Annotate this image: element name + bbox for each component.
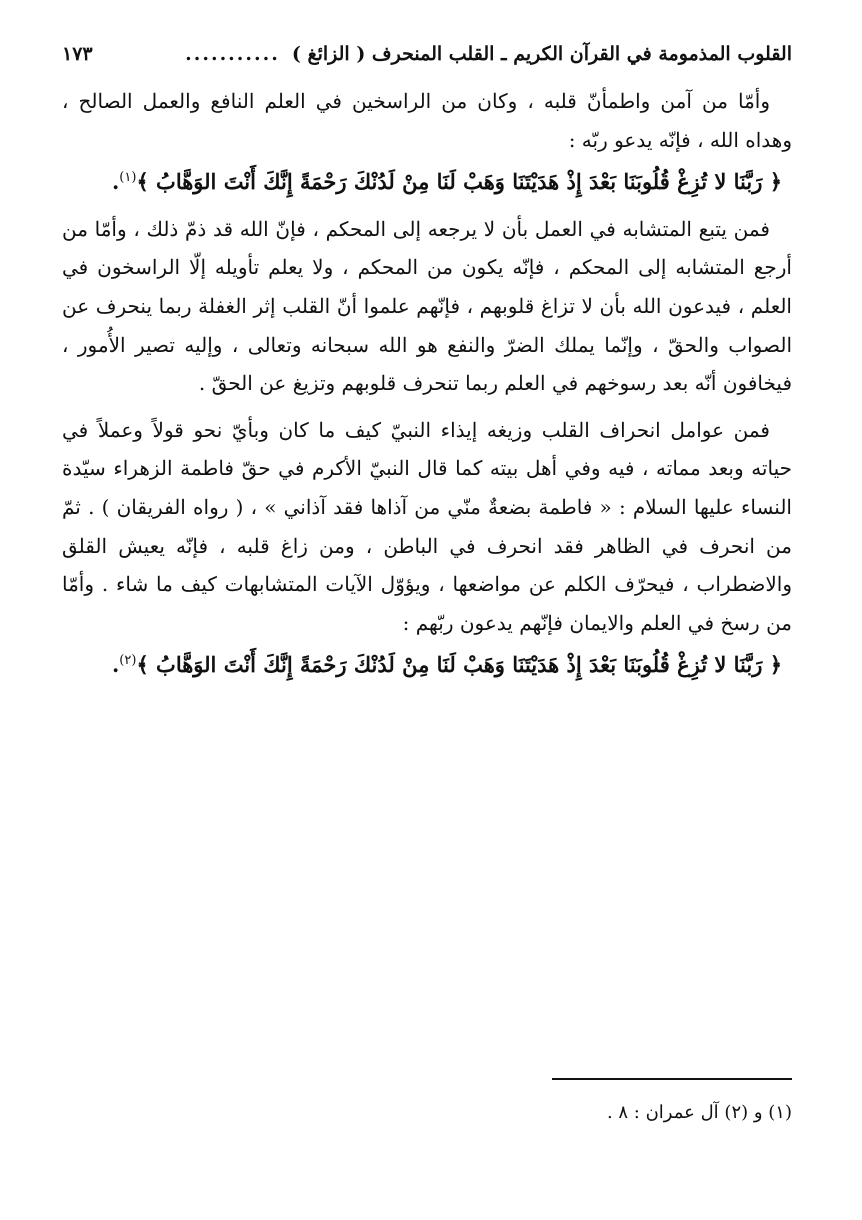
footnote-ref-1: (١) xyxy=(119,170,137,186)
running-header-leader-dots: ........... xyxy=(185,43,280,65)
quran-verse-1-text: ﴿ رَبَّنَا لا تُزِغْ قُلُوبَنَا بَعْدَ إِذْ هَدَيْتَنَا وَهَبْ لَنَا مِنْ لَدُنْكَ رَحْمَةً إِنَّكَ أَنْتَ الوَهَّابُ ﴾ xyxy=(136,169,782,195)
page-number: ١٧٣ xyxy=(62,43,93,65)
quran-verse-1: ﴿ رَبَّنَا لا تُزِغْ قُلُوبَنَا بَعْدَ إِذْ هَدَيْتَنَا وَهَبْ لَنَا مِنْ لَدُنْكَ رَحْمَةً إِنَّكَ أَنْتَ الوَهَّابُ ﴾$^{(١)}$. xyxy=(111,169,782,195)
book-page xyxy=(62,34,792,1194)
footnote-ref-2: (٢) xyxy=(119,653,137,669)
quran-verse-2: ﴿ رَبَّنَا لا تُزِغْ قُلُوبَنَا بَعْدَ إِذْ هَدَيْتَنَا وَهَبْ لَنَا مِنْ لَدُنْكَ رَحْمَةً إِنَّكَ أَنْتَ الوَهَّابُ ﴾$^{(٢)}$. xyxy=(111,652,782,678)
running-header-title: القلوب المذمومة في القرآن الكريم ـ القلب المنحرف ( الزائغ ) xyxy=(291,43,792,65)
paragraph-2: فمن يتبع المتشابه في العمل بأن لا يرجعه إلى المحكم ، فإنّ الله قد ذمّ ذلك ، وأمّا من أرجع المتشابه إلى المحكم ، فإنّه يكون من المحكم ، ولا يعلم تأويله إلّا الراسخون في العلم ، فيدعون الله بأن لا تزاغ قلوبهم ، فإنّهم علموا أنّ القلب إثر الغفلة ربما ينحرف عن الصواب والحقّ ، وإنّما يملك الضرّ والنفع هو الله سبحانه وتعالى ، وإليه تصير الأُمور ، فيخافون أنّه بعد رسوخهم في العلم ربما تنحرف قلوبهم وتزيغ عن الحقّ . xyxy=(62,216,792,396)
running-header xyxy=(62,34,792,74)
paragraph-1: وأمّا من آمن واطمأنّ قلبه ، وكان من الراسخين في العلم النافع والعمل الصالح ، وهداه الله ، فإنّه يدعو ربّه : xyxy=(62,89,792,152)
footnote-text: (١) و (٢) آل عمران : ٨ . xyxy=(606,1102,792,1123)
footnote-divider xyxy=(552,1078,792,1080)
body-text xyxy=(62,82,792,685)
paragraph-3: فمن عوامل انحراف القلب وزيغه إيذاء النبيّ كيف ما كان وبأيّ نحو قولاً وعملاً في حياته وبعد مماته ، فيه وفي أهل بيته كما قال النبيّ الأكرم في حقّ فاطمة الزهراء سيّدة النساء عليها السلام : « فاطمة بضعةٌ منّي من آذاها فقد آذاني » ، ( رواه الفريقان ) . ثمّ من انحرف في الظاهر فقد انحرف في الباطن ، ومن زاغ قلبه ، فإنّه يعيش القلق والاضطراب ، فيحرّف الكلم عن مواضعها ، ويؤوّل الآيات المتشابهات كيف ما شاء . وأمّا من رسخ في العلم والايمان فإنّهم يدعون ربّهم : xyxy=(62,417,792,635)
quran-verse-2-text: ﴿ رَبَّنَا لا تُزِغْ قُلُوبَنَا بَعْدَ إِذْ هَدَيْتَنَا وَهَبْ لَنَا مِنْ لَدُنْكَ رَحْمَةً إِنَّكَ أَنْتَ الوَهَّابُ ﴾ xyxy=(136,652,782,678)
